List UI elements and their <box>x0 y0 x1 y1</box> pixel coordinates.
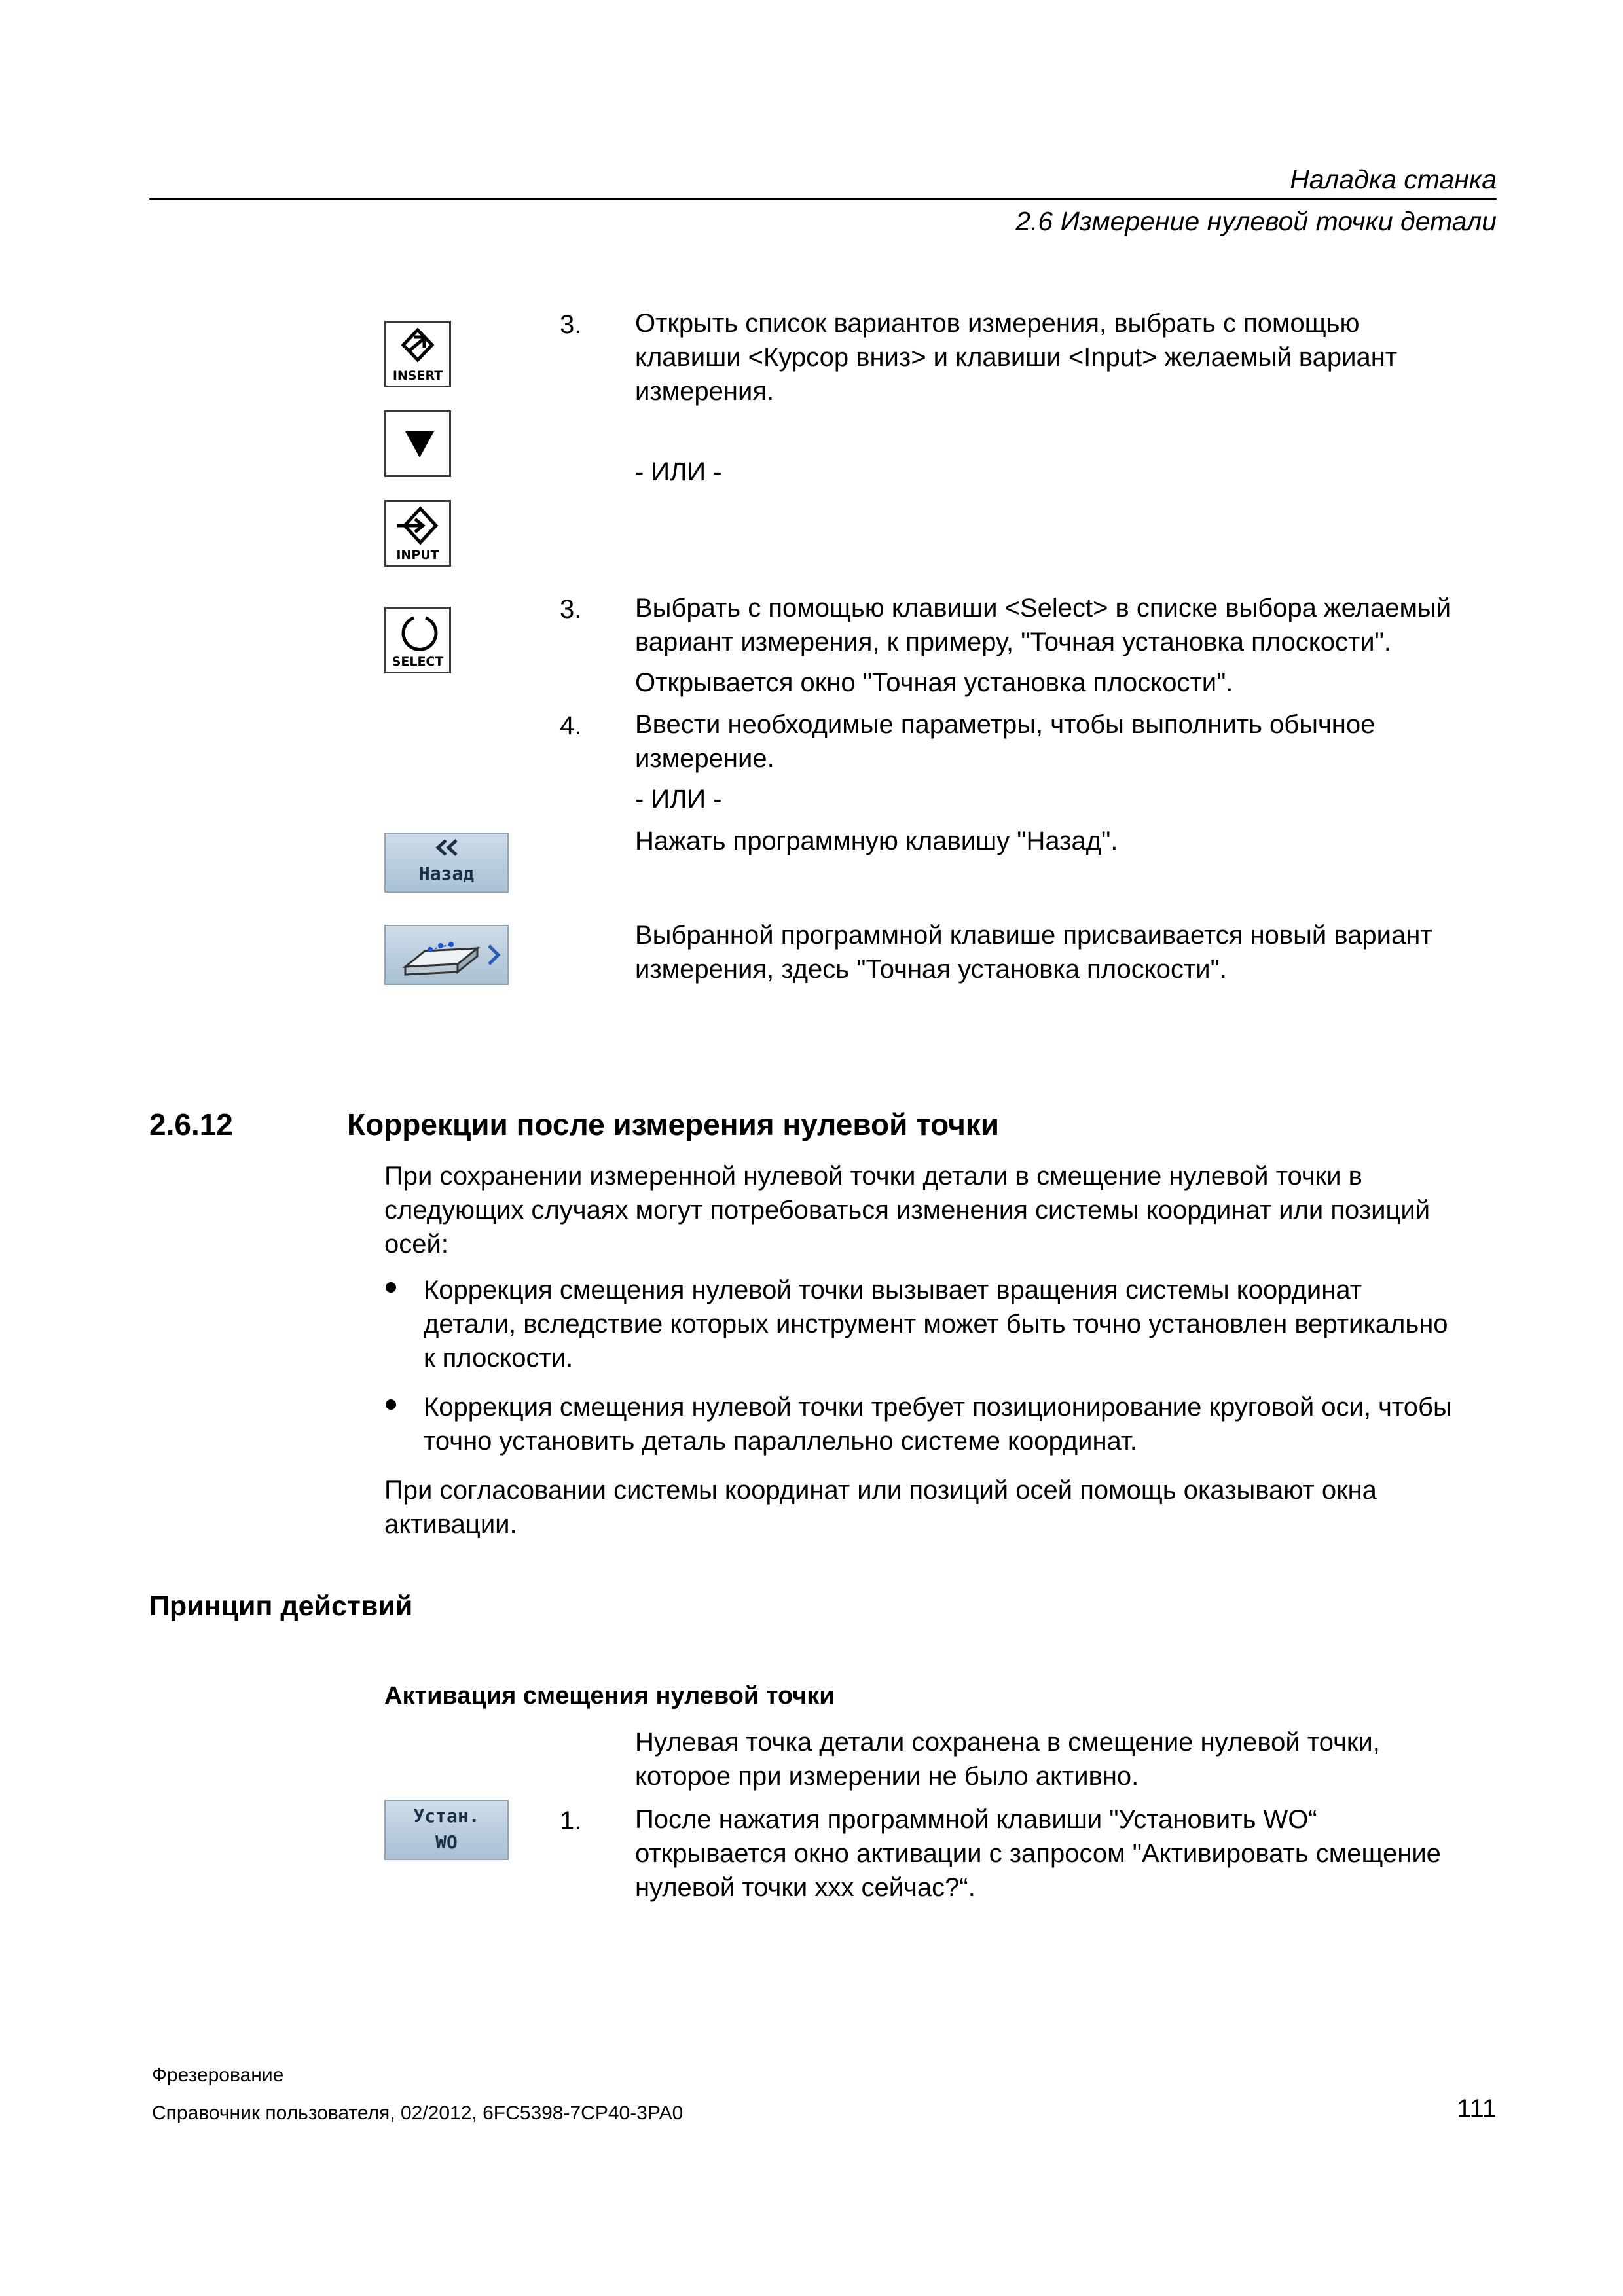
subheading-principle: Принцип действий <box>149 1590 413 1622</box>
step-number: 3. <box>560 595 582 624</box>
insert-key[interactable] <box>384 321 451 387</box>
paragraph-line: которое при измерении не было активно. <box>635 1762 1139 1791</box>
double-chevron-left-icon <box>433 838 462 857</box>
step-text-line: Ввести необходимые параметры, чтобы выполнить обычное <box>635 710 1376 739</box>
paragraph-line: Нулевая точка детали сохранена в смещение нулевой точки, <box>635 1728 1380 1757</box>
set-wo-softkey-label-line1: Устан. <box>413 1805 480 1827</box>
step-text-line: Нажать программную клавишу "Назад". <box>635 827 1118 855</box>
set-wo-softkey-label-line2: WO <box>435 1831 458 1853</box>
step-text-line: Открыть список вариантов измерения, выбрать с помощью <box>635 309 1360 338</box>
back-softkey[interactable] <box>384 833 509 893</box>
step-number: 4. <box>560 711 582 740</box>
select-icon <box>399 613 440 653</box>
bullet-text-line: детали, вследствие которых инструмент может быть точно установлен вертикально <box>424 1310 1448 1338</box>
plane-alignment-softkey[interactable] <box>384 925 509 985</box>
set-wo-softkey[interactable] <box>384 1800 509 1860</box>
page-number: 111 <box>1457 2094 1497 2123</box>
paragraph-line: При согласовании системы координат или позиций осей помощь оказывают окна <box>384 1476 1377 1505</box>
step-result-text: Открывается окно "Точная установка плоскости". <box>635 668 1233 697</box>
bullet-text-line: к плоскости. <box>424 1344 574 1372</box>
step-text-line: Выбранной программной клавише присваивается новый вариант <box>635 921 1432 950</box>
bullet-text-line: Коррекция смещения нулевой точки требует позиционирование круговой оси, чтобы <box>424 1393 1452 1422</box>
bullet-text-line: точно установить деталь параллельно системе координат. <box>424 1427 1137 1456</box>
cursor-down-key[interactable] <box>384 410 451 477</box>
running-header-chapter: Наладка станка <box>1290 164 1497 194</box>
step-text-line: нулевой точки xxx сейчас?“. <box>635 1873 976 1902</box>
section-number: 2.6.12 <box>149 1107 233 1141</box>
step-text-line: открывается окно активации с запросом "Активировать смещение <box>635 1839 1441 1868</box>
insert-key-label: INSERT <box>392 368 443 383</box>
footer-reference: Справочник пользователя, 02/2012, 6FC5398-7CP40-3PA0 <box>152 2102 684 2124</box>
paragraph-line: При сохранении измеренной нулевой точки детали в смещение нулевой точки в <box>384 1162 1362 1191</box>
bullet-dot <box>386 1282 396 1293</box>
step-text-line: После нажатия программной клавиши "Установить WO“ <box>635 1805 1317 1834</box>
step-number: 3. <box>560 310 582 339</box>
arrow-down-icon <box>403 429 436 459</box>
bullet-dot <box>386 1399 396 1410</box>
step-text-line: Выбрать с помощью клавиши <Select> в списке выбора желаемый <box>635 594 1451 622</box>
step-text-line: измерение. <box>635 744 775 773</box>
select-key-label: SELECT <box>392 655 444 669</box>
footer-doc-title: Фрезерование <box>152 2064 284 2086</box>
input-key-label: INPUT <box>396 548 439 562</box>
or-separator: - ИЛИ - <box>635 785 722 814</box>
input-icon <box>395 506 441 547</box>
step-text-line: вариант измерения, к примеру, "Точная установка плоскости". <box>635 628 1391 656</box>
insert-icon <box>398 328 437 366</box>
back-softkey-label: Назад <box>418 863 475 884</box>
section-title: Коррекции после измерения нулевой точки <box>347 1107 1000 1141</box>
step-text-line: измерения, здесь "Точная установка плоскости". <box>635 955 1227 984</box>
or-separator: - ИЛИ - <box>635 457 722 486</box>
select-key[interactable] <box>384 607 451 673</box>
input-key[interactable] <box>384 500 451 567</box>
bullet-text-line: Коррекция смещения нулевой точки вызывает вращения системы координат <box>424 1276 1362 1304</box>
paragraph-line: осей: <box>384 1230 448 1259</box>
step-text-line: клавиши <Курсор вниз> и клавиши <Input> желаемый вариант <box>635 343 1398 372</box>
paragraph-line: активации. <box>384 1510 517 1539</box>
header-rule <box>149 198 1497 200</box>
plane-alignment-icon <box>399 934 503 977</box>
paragraph-line: следующих случаях могут потребоваться изменения системы координат или позиций <box>384 1196 1431 1225</box>
step-text-line: измерения. <box>635 377 775 406</box>
step-number: 1. <box>560 1806 582 1835</box>
subheading-activation: Активация смещения нулевой точки <box>384 1682 835 1710</box>
running-header-section: 2.6 Измерение нулевой точки детали <box>1015 206 1497 236</box>
